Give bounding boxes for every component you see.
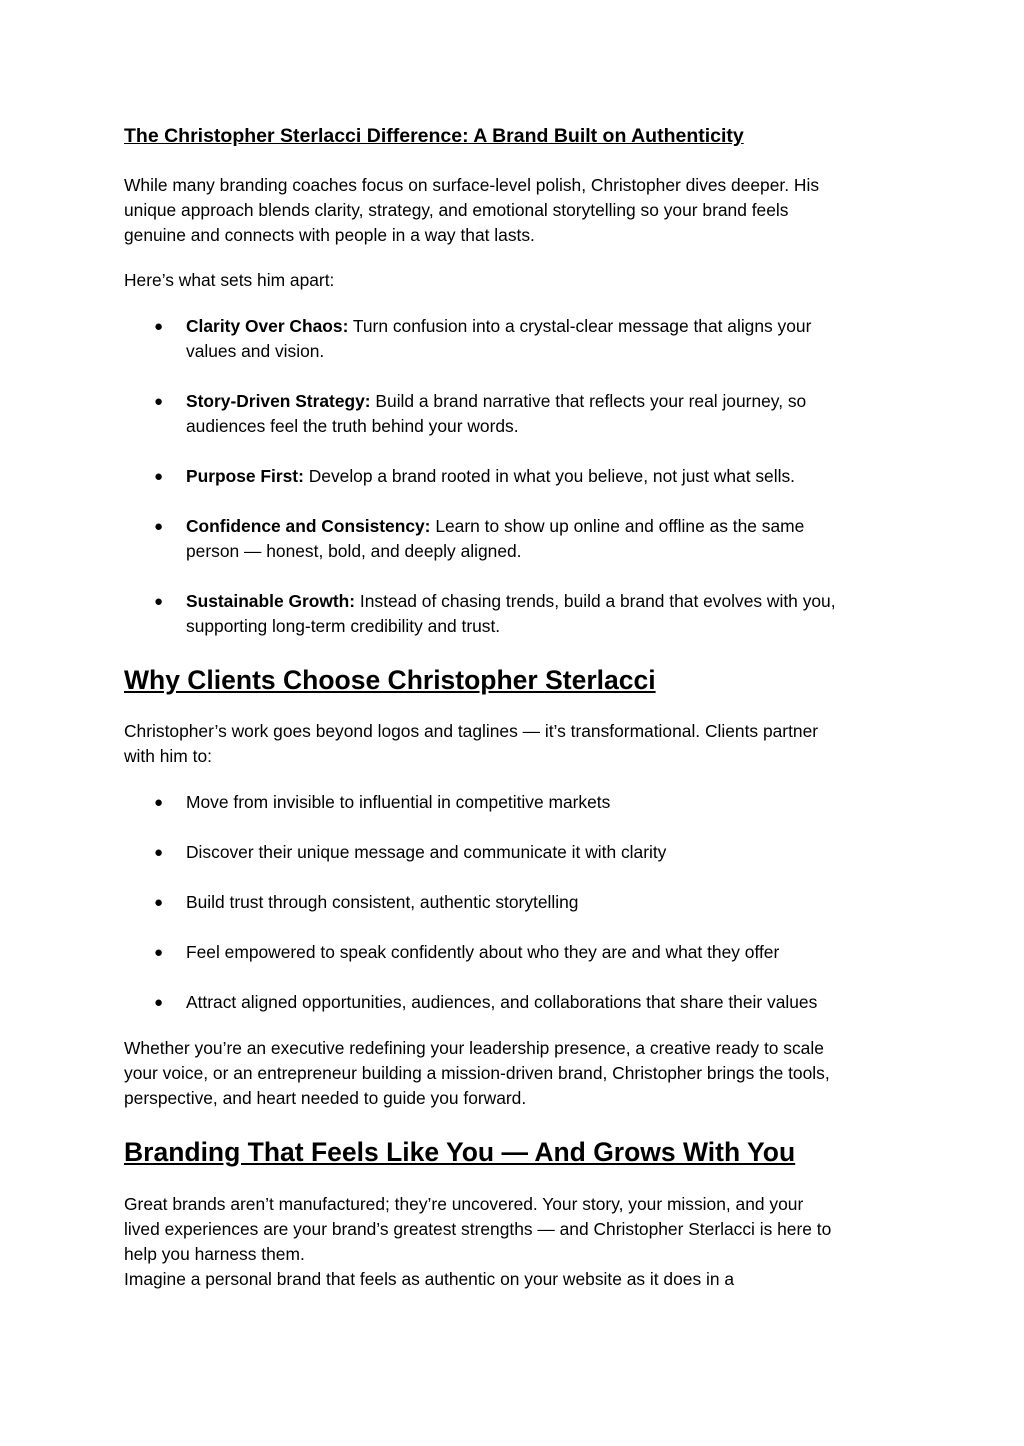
bullet-icon: ● <box>154 468 164 485</box>
bullet-icon: ● <box>154 593 164 610</box>
bullet-icon: ● <box>154 994 164 1011</box>
bullet-icon: ● <box>154 393 164 410</box>
bullet-icon: ● <box>154 844 164 861</box>
clients-intro-paragraph: Christopher’s work goes beyond logos and taglines — it’s transformational. Clients partner with him to: <box>124 721 819 766</box>
section-heading-difference: The Christopher Sterlacci Difference: A Brand Built on Authenticity <box>124 125 744 147</box>
bullet-icon: ● <box>154 518 164 535</box>
clients-closing-paragraph: Whether you’re an executive redefining your leadership presence, a creative ready to scale your voice, or an entrepreneur building a mission-driven brand, Christopher brings the tools, perspective, and heart needed to guide you forward. <box>124 1038 830 1108</box>
lead-paragraph: Here’s what sets him apart: <box>124 270 335 290</box>
bullet-icon: ● <box>154 318 164 335</box>
section-heading-why-clients: Why Clients Choose Christopher Sterlacci <box>124 665 656 695</box>
bullet-icon: ● <box>154 944 164 961</box>
branding-paragraph: Great brands aren’t manufactured; they’re uncovered. Your story, your mission, and your lived experiences are your brand’s greatest strengths — and Christopher Sterlacci is here to help you harness them. Imagine a personal brand that feels as authentic on your website as it does in a <box>124 1194 832 1289</box>
bullet-icon: ● <box>154 794 164 811</box>
bullet-icon: ● <box>154 894 164 911</box>
section-heading-branding: Branding That Feels Like You — And Grows With You <box>124 1137 796 1167</box>
intro-paragraph: While many branding coaches focus on surface-level polish, Christopher dives deeper. His unique approach blends clarity, strategy, and emotional storytelling so your brand feels genuine and connects with people in a way that lasts. <box>124 175 820 245</box>
